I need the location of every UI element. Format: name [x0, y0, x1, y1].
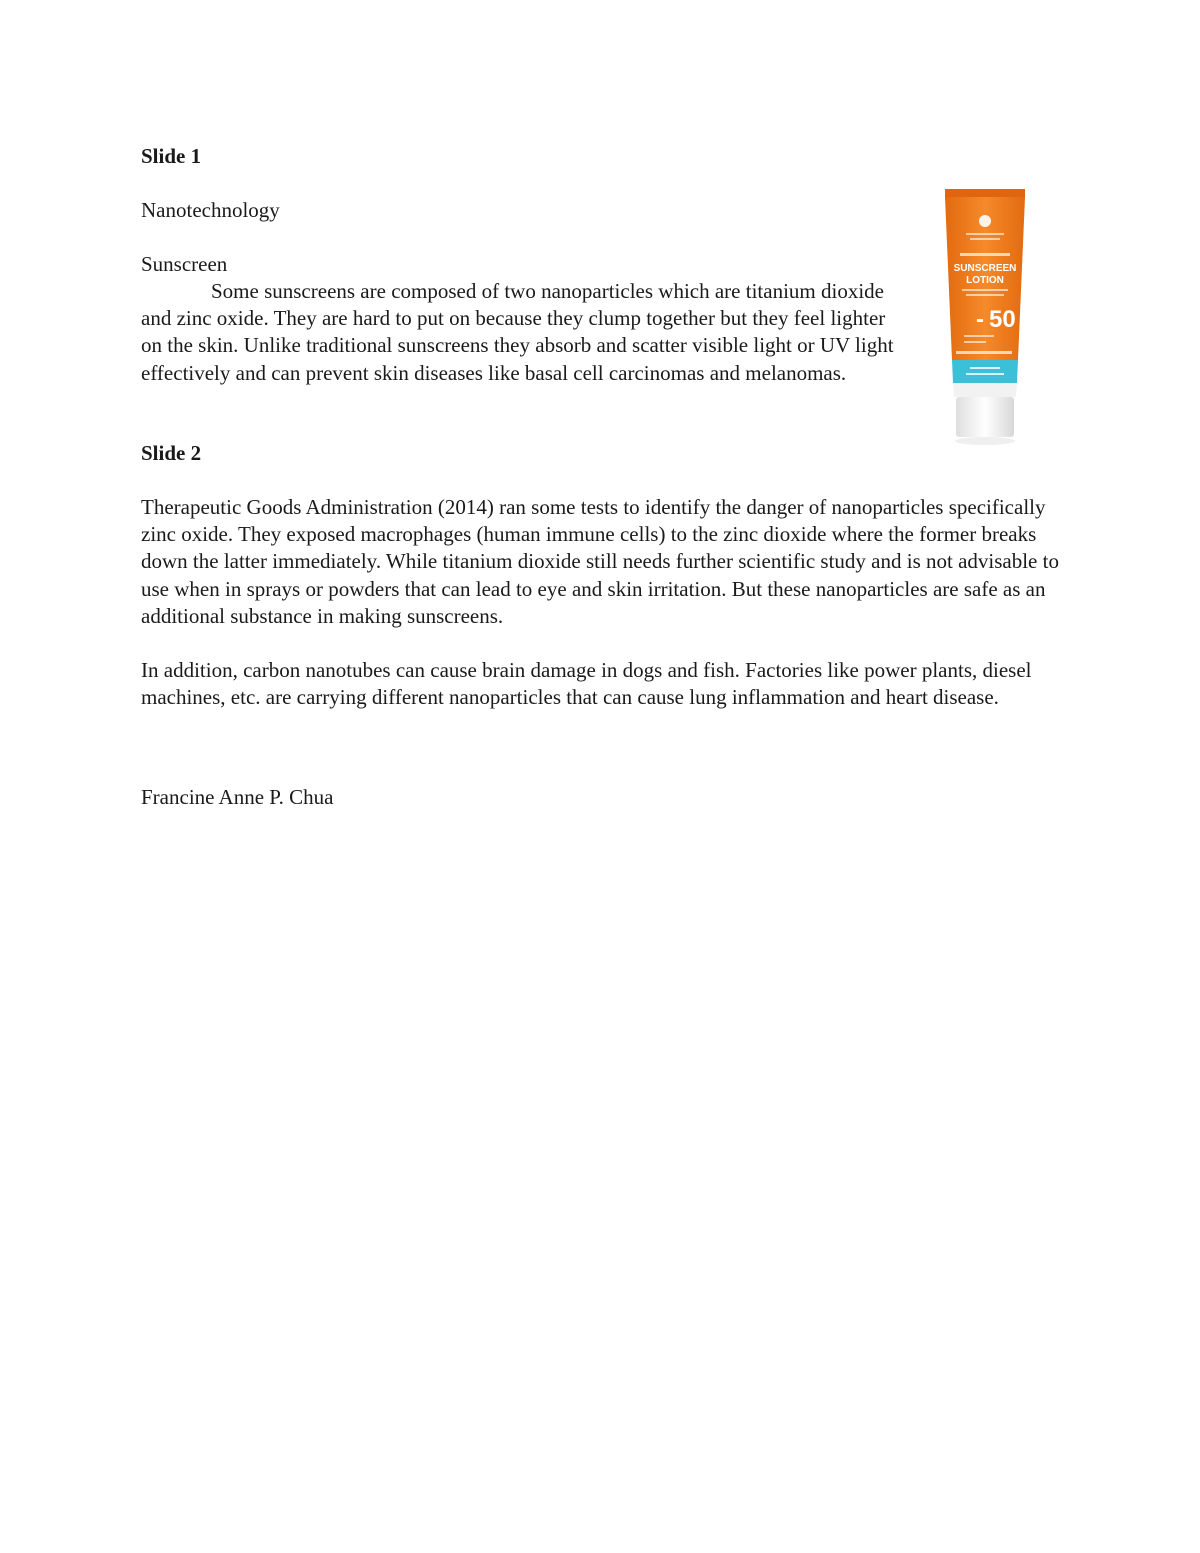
slide1-subtopic: Sunscreen [141, 252, 228, 276]
brand-logo-icon [979, 215, 991, 227]
tube-cap [956, 397, 1014, 437]
tube-blue-stripe [952, 360, 1018, 383]
slide1-paragraph: Some sunscreens are composed of two nanoparticles which are titanium dioxide and zinc oxide. They are hard to put on because they clump together but they feel lighter on the skin. Unlike traditional sunscreens they absorb and scatter visible light or UV light effectively and can prevent skin diseases like basal cell carcinomas and melanomas. [141, 279, 894, 385]
slide2-paragraph-2: In addition, carbon nanotubes can cause brain damage in dogs and fish. Factories like power plants, diesel machines, etc. are carrying different nanoparticles that can cause lung inflammation and heart disease. [141, 658, 1032, 710]
slide1-topic: Nanotechnology [141, 198, 280, 222]
slide2-paragraph-1: Therapeutic Goods Administration (2014) ran some tests to identify the danger of nanoparticles specifically zinc oxide. They exposed macrophages (human immune cells) to the zinc dioxide where the former breaks down the latter immediately. While titanium dioxide still needs further scientific study and is not advisable to use when in sprays or powders that can lead to eye and skin irritation. But these nanoparticles are safe as an additional substance in making sunscreens. [141, 495, 1059, 628]
tube-label-line1: SUNSCREEN [953, 263, 1017, 274]
tube-crimp [945, 189, 1025, 197]
sunscreen-tube-image [930, 185, 1040, 450]
tube-label-line2: LOTION [966, 275, 1004, 286]
author-name: Francine Anne P. Chua [141, 785, 334, 809]
tube-lower-body [953, 383, 1017, 397]
slide1-heading: Slide 1 [141, 144, 202, 168]
svg-text:-: - [976, 306, 984, 333]
spf-value: 50 [989, 306, 1016, 333]
slide2-heading: Slide 2 [141, 441, 202, 465]
